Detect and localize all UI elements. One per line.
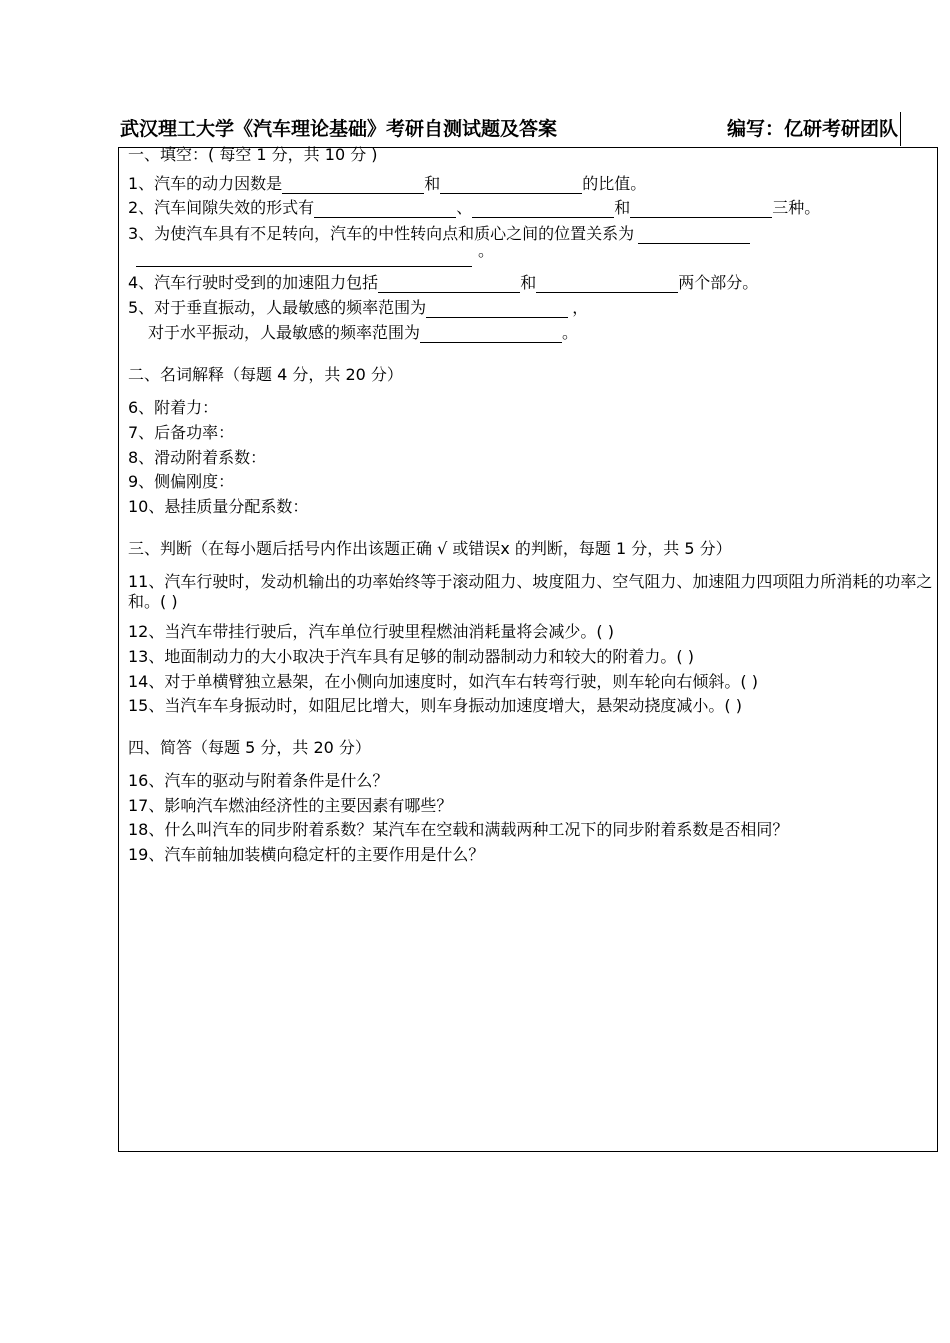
short-answer-item: 18、什么叫汽车的同步附着系数？某汽车在空载和满载两种工况下的同步附着系数是否相同？ (128, 820, 789, 839)
question-2-text-d: 三种。 (772, 198, 821, 217)
true-false-item: 14、对于单横臂独立悬架，在小侧向加速度时，如汽车右转弯行驶，则车轮向右倾斜。( ) (128, 672, 758, 691)
answer-blank[interactable] (314, 199, 456, 218)
question-2-line (128, 198, 820, 218)
answer-blank[interactable] (136, 248, 472, 267)
question-4-text-c: 两个部分。 (678, 273, 759, 292)
question-5-text-b: ， (572, 298, 589, 317)
section-definitions-title: 二、名词解释（每题 4 分，共 20 分） (128, 365, 403, 384)
document-author: 编写：亿研考研团队 (726, 118, 898, 140)
question-3-end: 。 (478, 241, 495, 260)
short-answer-item: 16、汽车的驱动与附着条件是什么？ (128, 771, 389, 790)
question-5-line-2 (148, 320, 578, 343)
answer-blank[interactable] (638, 225, 750, 244)
section-fill-blank-title: 一、填空：( 每空 1 分，共 10 分 ) (128, 145, 378, 164)
true-false-item: 12、当汽车带挂行驶后，汽车单位行驶里程燃油消耗量将会减少。( ) (128, 622, 614, 641)
true-false-item: 11、汽车行驶时，发动机输出的功率始终等于滚动阻力、坡度阻力、空气阻力、加速阻力四项阻力所消耗的功率之和。( ) (128, 572, 933, 611)
definition-item: 8、滑动附着系数： (128, 448, 267, 467)
true-false-item: 15、当汽车车身振动时，如阻尼比增大，则车身振动加速度增大，悬架动挠度减小。( ) (128, 696, 742, 715)
question-2-text-b: 、 (456, 198, 473, 217)
short-answer-item: 19、汽车前轴加装横向稳定杆的主要作用是什么？ (128, 845, 485, 864)
question-2-text-a: 2、汽车间隙失效的形式有 (128, 198, 315, 217)
answer-blank[interactable] (472, 199, 614, 218)
question-3 (128, 224, 750, 244)
question-3-continued (136, 247, 472, 267)
question-4-text-b: 和 (520, 273, 537, 292)
question-5 (128, 298, 588, 318)
definition-item: 7、后备功率： (128, 423, 235, 442)
answer-blank[interactable] (536, 274, 678, 293)
question-2-text-c: 和 (614, 198, 631, 217)
answer-blank[interactable] (630, 199, 772, 218)
question-1-text-c: 的比值。 (582, 174, 647, 193)
answer-blank[interactable] (420, 320, 562, 343)
answer-blank[interactable] (378, 274, 520, 293)
question-5-text-a: 5、对于垂直振动，人最敏感的频率范围为 (128, 298, 427, 317)
answer-blank[interactable] (426, 299, 568, 318)
section-short-answer-title: 四、简答（每题 5 分，共 20 分） (128, 738, 371, 757)
document-title: 武汉理工大学《汽车理论基础》考研自测试题及答案 (120, 118, 558, 140)
question-1-text-a: 1、汽车的动力因数是 (128, 174, 283, 193)
answer-blank[interactable] (440, 175, 582, 194)
question-1-text-b: 和 (424, 174, 441, 193)
question-4 (128, 273, 758, 293)
definition-item: 10、悬挂质量分配系数： (128, 497, 309, 516)
short-answer-item: 17、影响汽车燃油经济性的主要因素有哪些？ (128, 796, 453, 815)
page-header (120, 112, 901, 146)
section-true-false-title: 三、判断（在每小题后括号内作出该题正确 √ 或错误x 的判断，每题 1 分，共 5 分） (128, 539, 732, 558)
question-5-text-c: 对于水平振动，人最敏感的频率范围为 (148, 323, 421, 342)
definition-item: 6、附着力： (128, 398, 219, 417)
question-5-text-d: 。 (562, 323, 579, 342)
answer-blank[interactable] (282, 175, 424, 194)
definition-item: 9、侧偏刚度： (128, 472, 235, 491)
question-4-text-a: 4、汽车行驶时受到的加速阻力包括 (128, 273, 379, 292)
true-false-item: 13、地面制动力的大小取决于汽车具有足够的制动器制动力和较大的附着力。( ) (128, 647, 694, 666)
question-3-text-a: 3、为使汽车具有不足转向，汽车的中性转向点和质心之间的位置关系为 (128, 224, 635, 243)
question-1 (128, 174, 646, 194)
